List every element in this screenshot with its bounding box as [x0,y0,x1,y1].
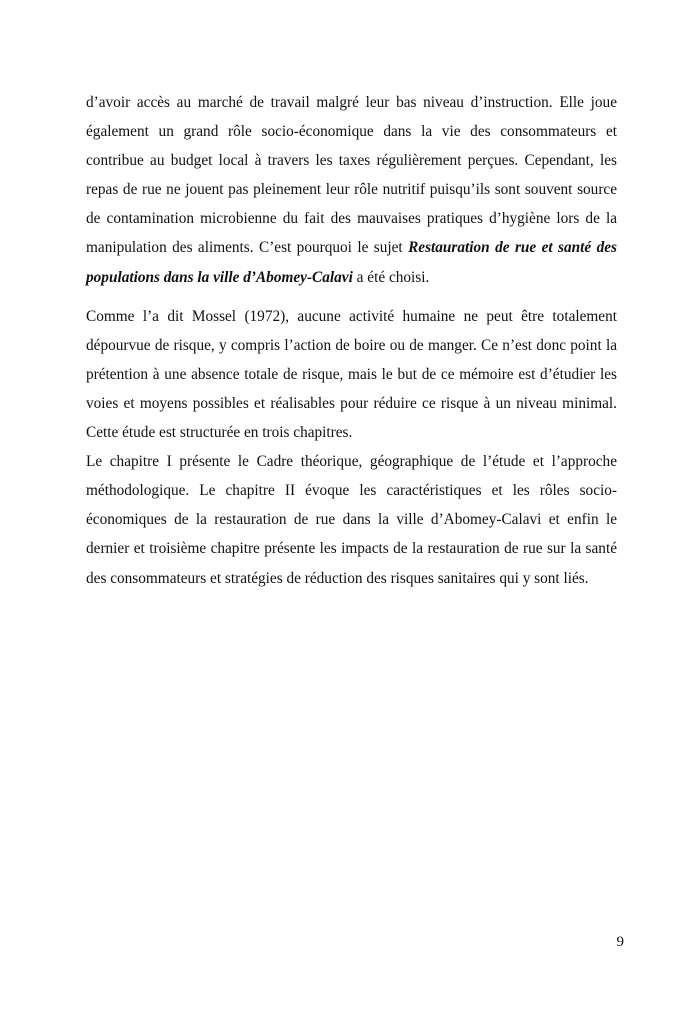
paragraph-context-text: d’avoir accès au marché de travail malgré leur bas niveau d’instruction. Elle joue également un grand rôle socio-économique dans la vie des consommateurs et contribue au budget local à travers les taxes régulièrement perçues. Cependant, les repas de rue ne jouent pas pleinement leur rôle nutritif puisqu’ils sont souvent source de contamination microbienne du fait des mauvaises pratiques d’hygiène lors de la manipulation des aliments. C’est pourquoi le sujet [86,94,617,257]
body-text [86,88,617,593]
paragraph-structure: Le chapitre I présente le Cadre théorique, géographique de l’étude et l’approche méthodologique. Le chapitre II évoque les caractéristiques et les rôles socio-économiques de la restauration de rue dans la ville d’Abomey-Calavi et enfin le dernier et troisième chapitre présente les impacts de la restauration de rue sur la santé des consommateurs et stratégies de réduction des risques sanitaires qui y sont liés. [86,453,617,587]
study-subject-title: Restauration de rue et santé des populations dans la ville d’Abomey-Calavi [86,239,617,286]
paragraph-context [86,88,617,292]
paragraph-context-end: a été choisi. [352,268,430,286]
page-number: 9 [616,934,624,950]
paragraph-objective: Comme l’a dit Mossel (1972), aucune activité humaine ne peut être totalement dépourvue de risque, y compris l’action de boire ou de manger. Ce n’est donc point la prétention à une absence totale de risque, mais le but de ce mémoire est d’étudier les voies et moyens possibles et réalisables pour réduire ce risque à un niveau minimal. Cette étude est structurée en trois chapitres. [86,307,617,442]
